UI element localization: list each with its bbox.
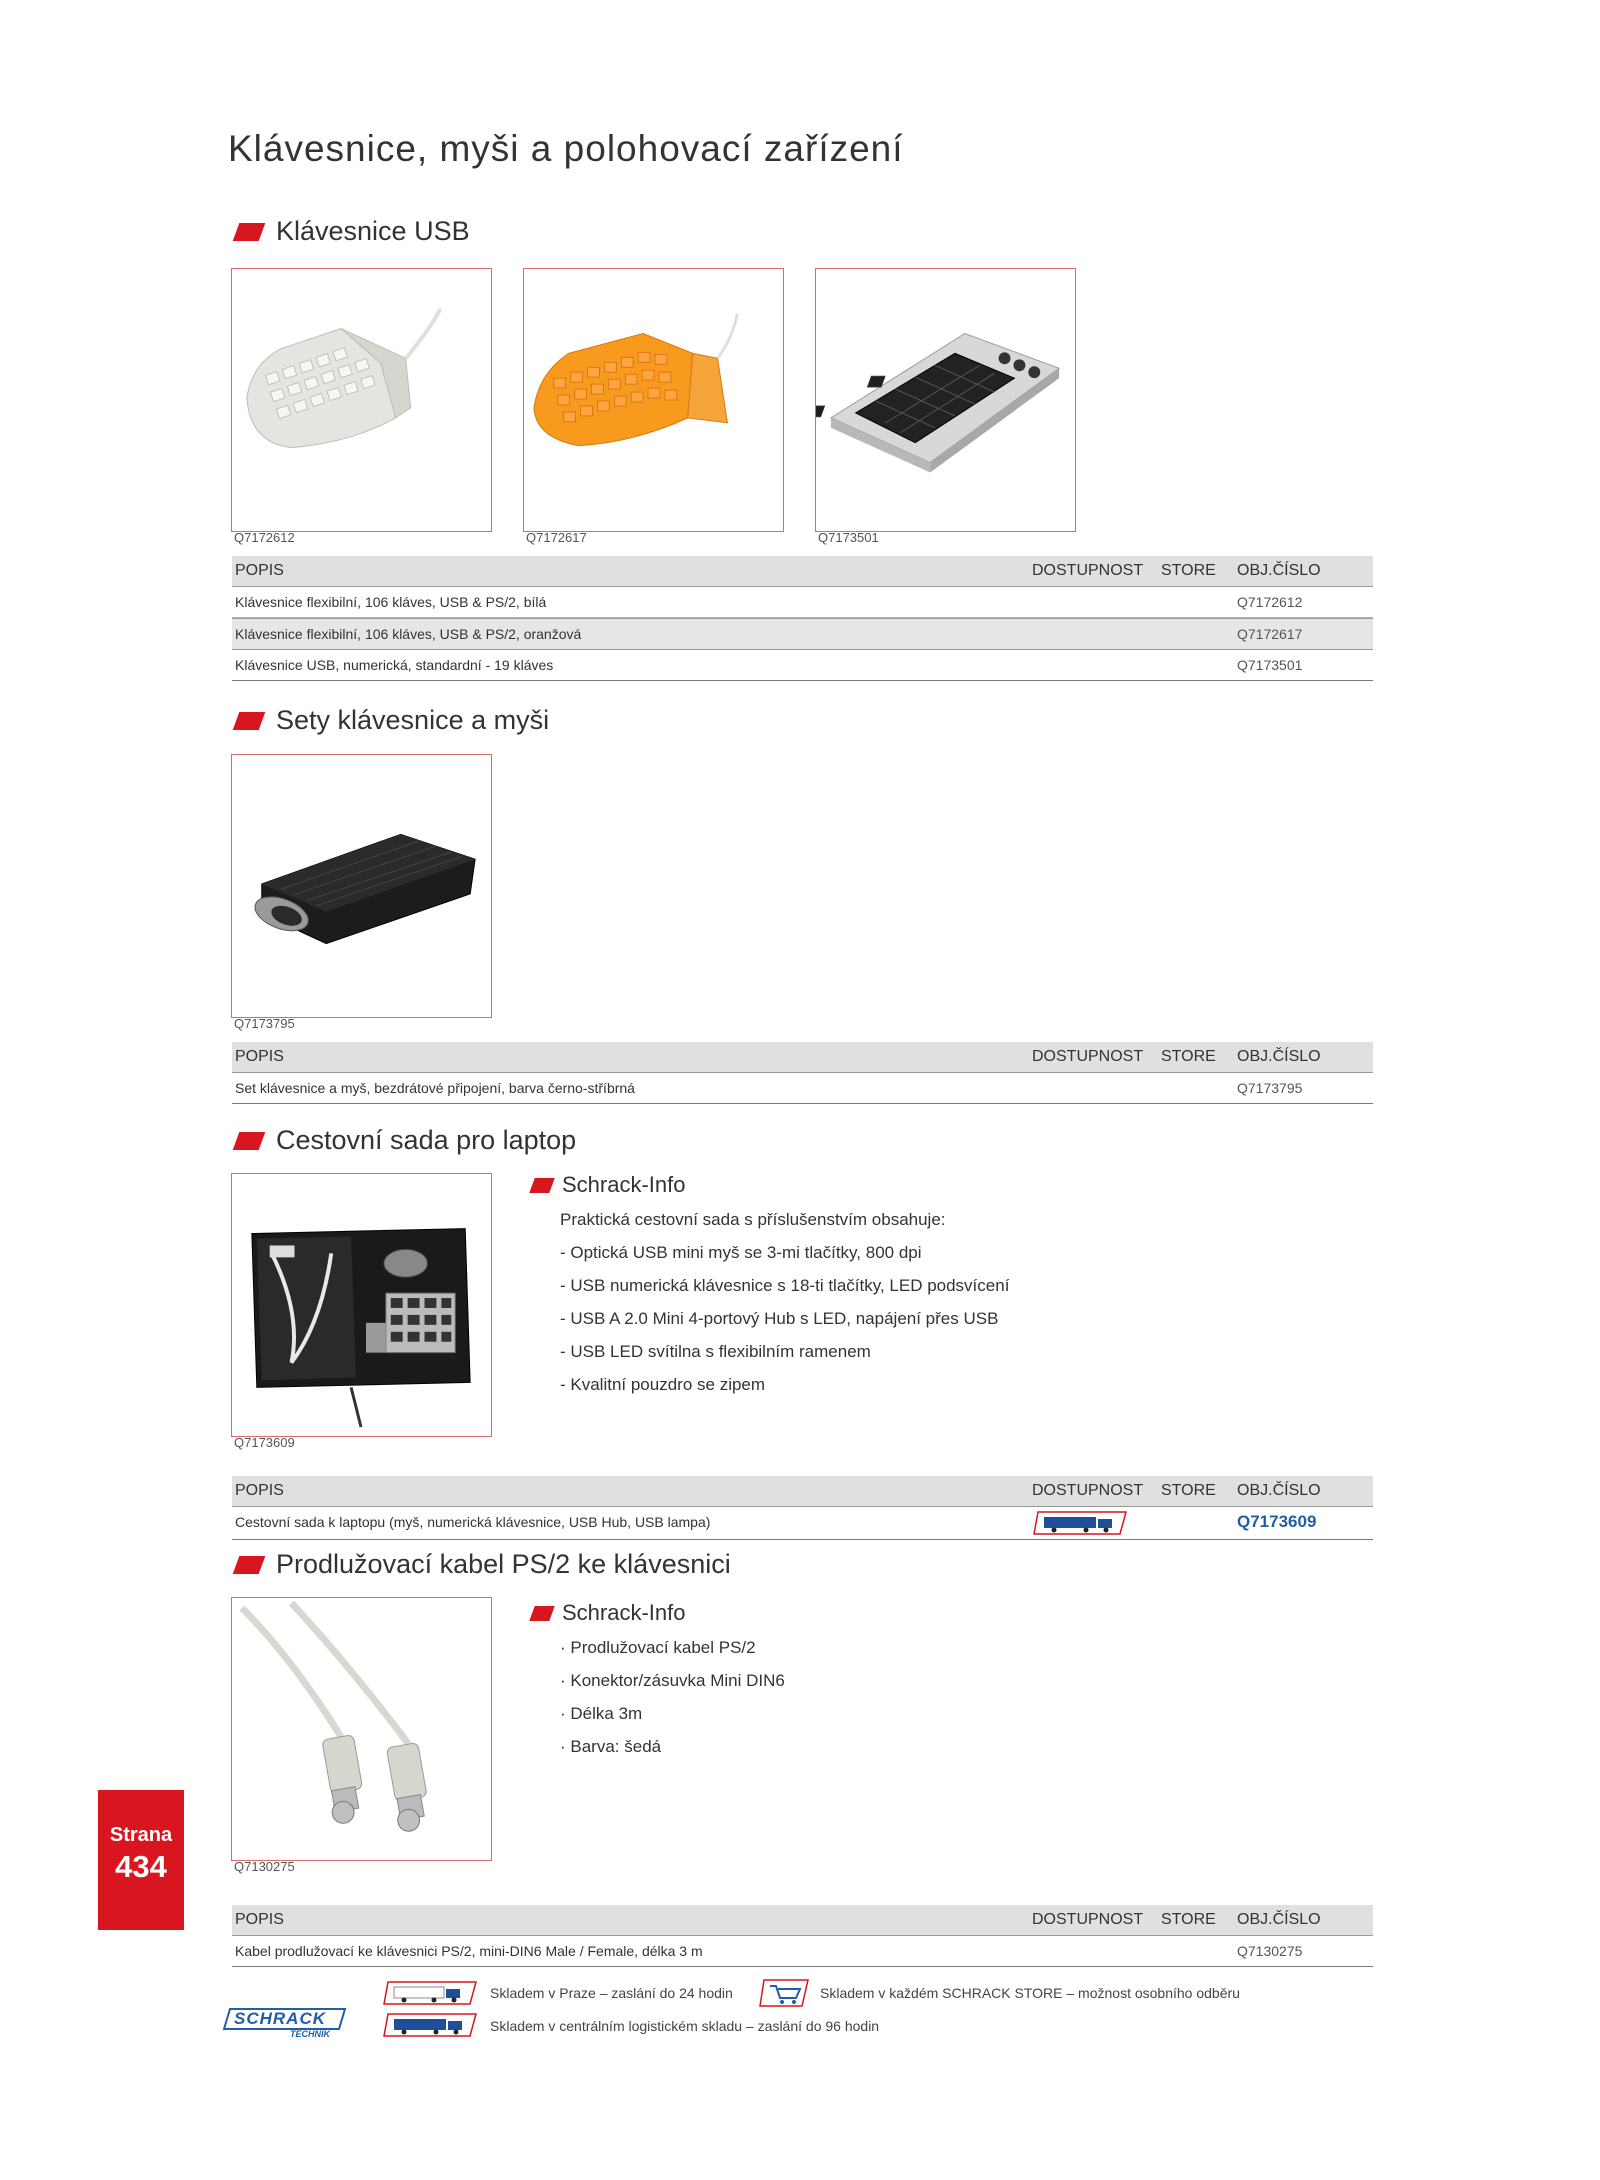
header-desc: POPIS <box>235 1048 284 1065</box>
info-marker-icon <box>529 1606 554 1621</box>
row-desc: Klávesnice USB, numerická, standardní - 19 kláves <box>235 657 554 673</box>
section-title: Prodlužovací kabel PS/2 ke klávesnici <box>276 1549 731 1579</box>
table-header <box>232 556 1373 587</box>
section-marker-icon <box>233 1132 266 1150</box>
info-title <box>528 1172 686 1198</box>
info-title-text: Schrack-Info <box>562 1600 686 1625</box>
product-photo-travel-kit[interactable] <box>231 1173 492 1437</box>
info-line: - USB numerická klávesnice s 18-ti tlačítky, LED podsvícení <box>560 1276 1010 1295</box>
photo-code: Q7173795 <box>234 1016 295 1031</box>
table-row[interactable] <box>232 1073 1373 1104</box>
row-code[interactable]: Q7173609 <box>1237 1512 1317 1531</box>
schrack-logo <box>222 2007 347 2041</box>
product-photo-white-keyboard[interactable] <box>231 268 492 532</box>
logo-name: SCHRACK <box>234 2009 326 2028</box>
product-table-cable <box>232 1905 1373 1967</box>
photo-code: Q7172612 <box>234 530 295 545</box>
header-store: STORE <box>1161 562 1216 579</box>
info-line: - USB LED svítilna s flexibilním ramenem <box>560 1342 871 1361</box>
page-number: 434 <box>115 1849 167 1884</box>
section-heading-sets <box>232 705 549 736</box>
info-line: - Optická USB mini myš se 3-mi tlačítky, 800 dpi <box>560 1243 922 1262</box>
section-heading-cable <box>232 1549 731 1580</box>
header-code: OBJ.ČÍSLO <box>1237 562 1321 579</box>
table-header <box>232 1905 1373 1936</box>
product-table-travel <box>232 1476 1373 1540</box>
legend-prague: Skladem v Praze – zaslání do 24 hodin <box>490 1985 733 2001</box>
central-warehouse-truck-icon <box>1032 1510 1128 1536</box>
header-avail: DOSTUPNOST <box>1032 562 1144 579</box>
product-table-sets <box>232 1042 1373 1104</box>
table-row[interactable] <box>232 1936 1373 1967</box>
header-store: STORE <box>1161 1048 1216 1065</box>
product-photo-ps2-cable[interactable] <box>231 1597 492 1861</box>
page-label: Strana <box>109 1824 173 1846</box>
info-line: · Konektor/zásuvka Mini DIN6 <box>560 1671 785 1690</box>
header-avail: DOSTUPNOST <box>1032 1911 1144 1928</box>
info-line: · Délka 3m <box>560 1704 643 1723</box>
row-code[interactable]: Q7172617 <box>1237 626 1303 642</box>
header-avail: DOSTUPNOST <box>1032 1482 1144 1499</box>
row-desc: Klávesnice flexibilní, 106 kláves, USB & PS/2, oranžová <box>235 626 582 642</box>
table-row[interactable] <box>232 587 1373 618</box>
legend-central: Skladem v centrálním logistickém skladu – zaslání do 96 hodin <box>490 2018 880 2034</box>
central-warehouse-truck-icon <box>382 2012 478 2038</box>
header-code: OBJ.ČÍSLO <box>1237 1482 1321 1499</box>
store-cart-icon <box>758 1978 810 2008</box>
row-desc: Cestovní sada k laptopu (myš, numerická klávesnice, USB Hub, USB lampa) <box>235 1514 711 1530</box>
info-title-text: Schrack-Info <box>562 1172 686 1197</box>
photo-code: Q7130275 <box>234 1859 295 1874</box>
logo-sub: TECHNIK <box>290 2029 330 2039</box>
section-marker-icon <box>233 712 266 730</box>
info-marker-icon <box>529 1178 554 1193</box>
table-header <box>232 1476 1373 1507</box>
row-desc: Klávesnice flexibilní, 106 kláves, USB & PS/2, bílá <box>235 594 547 610</box>
product-photo-keyboard-mouse-set[interactable] <box>231 754 492 1018</box>
header-code: OBJ.ČÍSLO <box>1237 1911 1321 1928</box>
row-desc: Kabel prodlužovací ke klávesnici PS/2, mini-DIN6 Male / Female, délka 3 m <box>235 1943 703 1959</box>
table-header <box>232 1042 1373 1073</box>
photo-code: Q7173609 <box>234 1435 295 1450</box>
table-row[interactable] <box>232 650 1373 681</box>
header-desc: POPIS <box>235 562 284 579</box>
info-line: · Barva: šedá <box>560 1737 662 1756</box>
row-code[interactable]: Q7173501 <box>1237 657 1303 673</box>
header-desc: POPIS <box>235 1482 284 1499</box>
product-photo-orange-keyboard[interactable] <box>523 268 784 532</box>
header-store: STORE <box>1161 1482 1216 1499</box>
row-code[interactable]: Q7173795 <box>1237 1080 1303 1096</box>
row-code[interactable]: Q7130275 <box>1237 1943 1303 1959</box>
section-heading-usb <box>232 216 470 247</box>
section-title: Cestovní sada pro laptop <box>276 1125 577 1155</box>
section-heading-travel <box>232 1125 576 1156</box>
section-title: Sety klávesnice a myši <box>276 705 550 735</box>
table-row[interactable] <box>232 1507 1373 1540</box>
section-marker-icon <box>233 223 266 241</box>
row-desc: Set klávesnice a myš, bezdrátové připojení, barva černo-stříbrná <box>235 1080 635 1096</box>
table-row[interactable] <box>232 618 1373 650</box>
info-line: - USB A 2.0 Mini 4-portový Hub s LED, napájení přes USB <box>560 1309 999 1328</box>
header-code: OBJ.ČÍSLO <box>1237 1048 1321 1065</box>
info-line: · Prodlužovací kabel PS/2 <box>560 1638 756 1657</box>
prague-stock-truck-icon <box>382 1980 478 2006</box>
header-avail: DOSTUPNOST <box>1032 1048 1144 1065</box>
info-line: Praktická cestovní sada s příslušenstvím obsahuje: <box>560 1210 946 1229</box>
page-title: Klávesnice, myši a polohovací zařízení <box>228 128 904 169</box>
info-title <box>528 1600 686 1626</box>
info-line: - Kvalitní pouzdro se zipem <box>560 1375 766 1394</box>
product-table-usb <box>232 556 1373 681</box>
section-marker-icon <box>233 1556 266 1574</box>
legend-store: Skladem v každém SCHRACK STORE – možnost osobního odběru <box>820 1985 1240 2001</box>
row-code[interactable]: Q7172612 <box>1237 594 1303 610</box>
photo-code: Q7172617 <box>526 530 587 545</box>
page-number-tab <box>98 1790 184 1930</box>
header-store: STORE <box>1161 1911 1216 1928</box>
section-title: Klávesnice USB <box>276 216 470 246</box>
photo-code: Q7173501 <box>818 530 879 545</box>
product-photo-numeric-keypad[interactable] <box>815 268 1076 532</box>
header-desc: POPIS <box>235 1911 284 1928</box>
